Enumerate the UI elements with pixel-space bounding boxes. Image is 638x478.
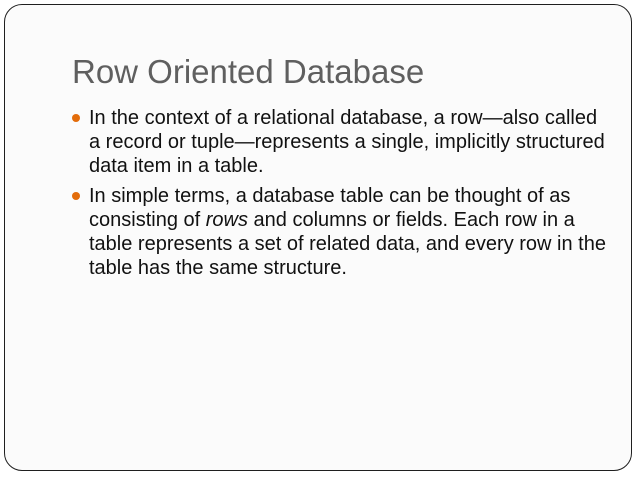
bullet-dot-icon	[72, 192, 80, 200]
bullet-dot-icon	[72, 114, 80, 122]
bullet-list	[72, 106, 607, 286]
bullet-emphasis-rows: rows	[205, 209, 248, 231]
bullet-text-end: and columns or fields. Each row in a table represents a set of related data, and every row in the table has the same structure.	[89, 209, 606, 279]
bullet-item-table-structure	[72, 184, 607, 280]
bullet-text: In the context of a relational database, a row—also called a record or tuple—represents a single, implicitly structured data item in a table.	[89, 107, 605, 177]
bullet-item-row-definition	[72, 106, 607, 178]
bullet-text-start: In simple terms, a database table can be thought of as consisting of	[89, 185, 571, 231]
slide-title: Row Oriented Database	[72, 53, 425, 90]
